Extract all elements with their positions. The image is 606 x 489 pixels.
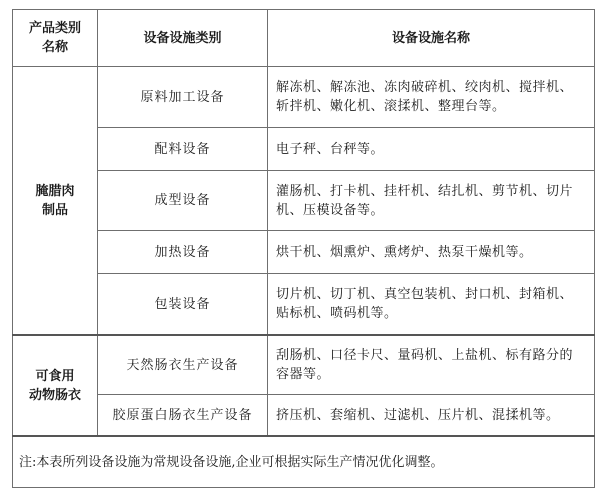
equipment-category-cell: 包装设备 — [98, 274, 268, 336]
equipment-category-cell: 加热设备 — [98, 231, 268, 274]
equipment-names-cell: 解冻机、解冻池、冻肉破碎机、绞肉机、搅拌机、斩拌机、嫩化机、滚揉机、整理台等。 — [268, 67, 595, 128]
equipment-names-cell: 刮肠机、口径卡尺、量码机、上盐机、标有路分的容器等。 — [268, 335, 595, 395]
table-row — [13, 128, 595, 171]
product-label-line1: 腌腊肉 — [35, 183, 75, 199]
equipment-names-cell: 电子秤、台秤等。 — [268, 128, 595, 171]
header-product-category-line2: 名称 — [41, 40, 68, 55]
equipment-category-cell: 配料设备 — [98, 128, 268, 171]
product-animal-casing — [13, 335, 98, 436]
table-row — [13, 335, 595, 395]
header-product-category-line1: 产品类别 — [28, 21, 81, 36]
equipment-names-cell: 挤压机、套缩机、过滤机、压片机、混揉机等。 — [268, 395, 595, 437]
table-row — [13, 231, 595, 274]
product-label-line2: 制品 — [41, 202, 68, 218]
equipment-category-cell: 天然肠衣生产设备 — [98, 335, 268, 395]
equipment-names-cell: 切片机、切丁机、真空包装机、封口机、封箱机、贴标机、喷码机等。 — [268, 274, 595, 336]
equipment-category-cell: 成型设备 — [98, 171, 268, 231]
equipment-table — [12, 9, 595, 488]
note-row — [13, 436, 595, 488]
product-label-line1: 可食用 — [35, 368, 75, 384]
table-row — [13, 274, 595, 336]
equipment-names-cell: 烘干机、烟熏炉、熏烤炉、热泵干燥机等。 — [268, 231, 595, 274]
table-row — [13, 171, 595, 231]
header-equipment-names: 设备设施名称 — [268, 10, 595, 67]
equipment-category-cell: 原料加工设备 — [98, 67, 268, 128]
header-equipment-category: 设备设施类别 — [98, 10, 268, 67]
header-row — [13, 10, 595, 67]
product-cured-meat — [13, 67, 98, 336]
table-row — [13, 67, 595, 128]
equipment-names-cell: 灌肠机、打卡机、挂杆机、结扎机、剪节机、切片机、压模设备等。 — [268, 171, 595, 231]
table-note: 注:本表所列设备设施为常规设备设施,企业可根据实际生产情况优化调整。 — [13, 436, 595, 488]
equipment-table-container — [12, 9, 594, 488]
product-label-line2: 动物肠衣 — [28, 387, 81, 403]
table-row — [13, 395, 595, 437]
header-product-category — [13, 10, 98, 67]
equipment-category-cell: 胶原蛋白肠衣生产设备 — [98, 395, 268, 437]
